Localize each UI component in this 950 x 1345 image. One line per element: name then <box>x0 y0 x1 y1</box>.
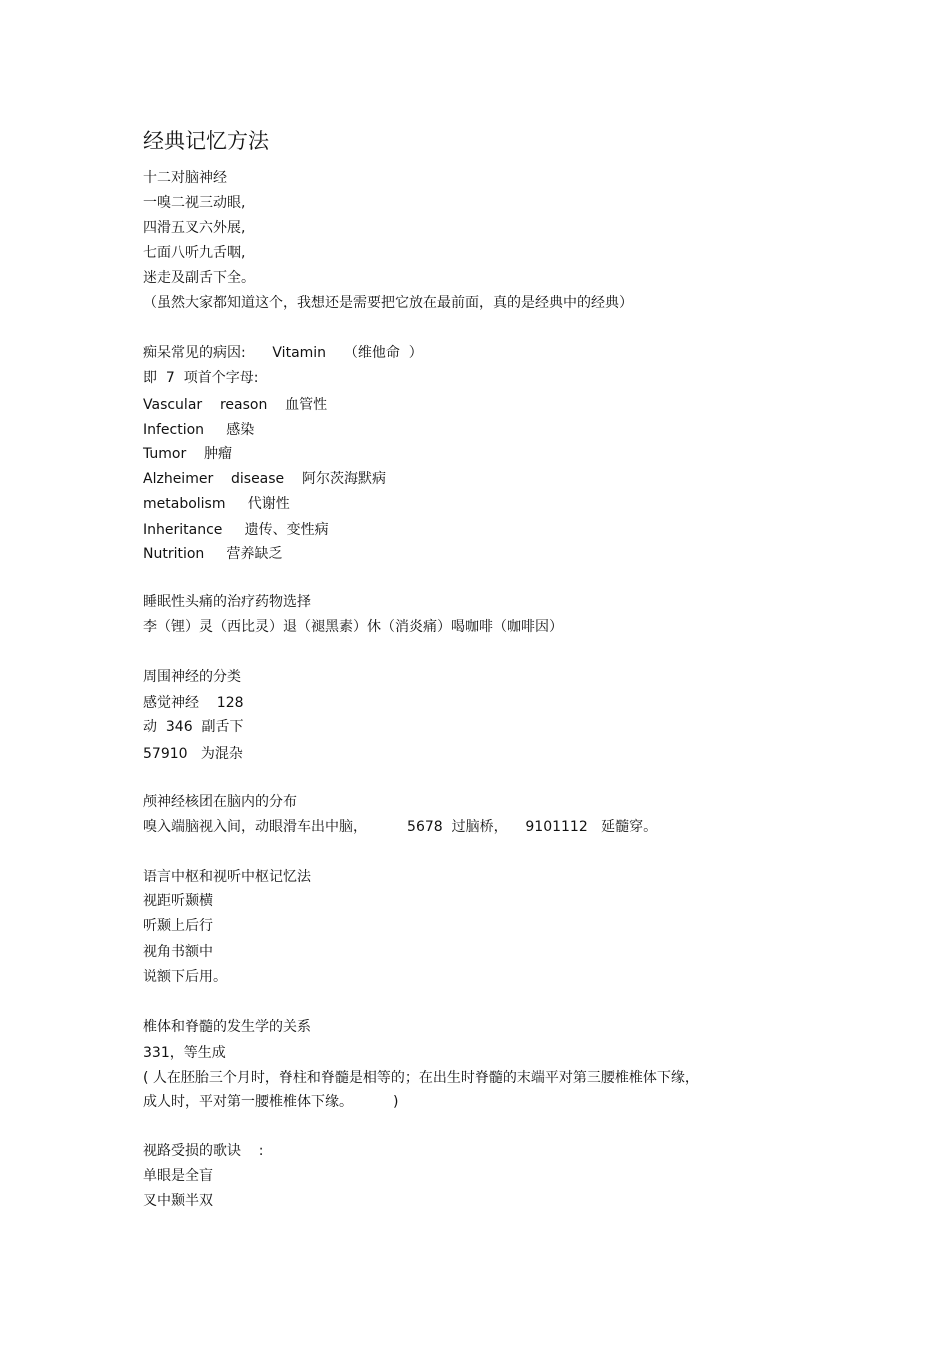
text-line: metabolism 代谢性 <box>143 496 290 512</box>
text-line: 动 346 副舌下 <box>143 719 244 735</box>
text-line: 李（锂）灵（西比灵）退（褪黑素）休（消炎痛）喝咖啡（咖啡因） <box>143 619 563 635</box>
text-line: 椎体和脊髓的发生学的关系 <box>143 1019 311 1035</box>
text-line: 痴呆常见的病因: Vitamin （维他命 ） <box>143 345 423 361</box>
text-line: 即 7 项首个字母: <box>143 370 259 386</box>
text-line: 嗅入端脑视入间，动眼滑车出中脑， 5678 过脑桥， 9101112 延髓穿。 <box>143 819 658 835</box>
text-line: 十二对脑神经 <box>143 170 227 186</box>
text-line: 一嗅二视三动眼, <box>143 195 246 211</box>
text-line: 视角书额中 <box>143 944 213 960</box>
text-line: 视距听颞横 <box>143 893 213 909</box>
text-line: 睡眠性头痛的治疗药物选择 <box>143 594 311 610</box>
text-line: （虽然大家都知道这个，我想还是需要把它放在最前面，真的是经典中的经典） <box>143 295 633 311</box>
text-line: Inheritance 遗传、变性病 <box>143 522 329 538</box>
text-line: 颅神经核团在脑内的分布 <box>143 794 297 810</box>
text-line: Tumor 肿瘤 <box>143 446 233 462</box>
text-line: 单眼是全盲 <box>143 1168 213 1184</box>
text-line: ( 人在胚胎三个月时，脊柱和脊髓是相等的；在出生时脊髓的末端平对第三腰椎椎体下缘， <box>143 1070 699 1086</box>
text-line: 57910 为混杂 <box>143 746 243 762</box>
text-line: 四滑五叉六外展, <box>143 220 246 236</box>
text-line: 语言中枢和视听中枢记忆法 <box>143 869 311 885</box>
text-line: 331，等生成 <box>143 1045 226 1061</box>
text-line: Infection 感染 <box>143 422 255 438</box>
text-line: 七面八听九舌咽, <box>143 245 246 261</box>
text-line: 听颞上后行 <box>143 918 213 934</box>
text-line: 成人时，平对第一腰椎椎体下缘。 ) <box>143 1094 399 1110</box>
text-line: Alzheimer disease 阿尔茨海默病 <box>143 471 386 487</box>
text-line: 迷走及副舌下全。 <box>143 270 255 286</box>
text-line: 叉中颞半双 <box>143 1193 213 1209</box>
text-line: 周围神经的分类 <box>143 669 241 685</box>
document-title: 经典记忆方法 <box>143 129 269 153</box>
text-line: Vascular reason 血管性 <box>143 397 328 413</box>
text-line: 感觉神经 128 <box>143 695 244 711</box>
text-line: 视路受损的歌诀 : <box>143 1143 264 1159</box>
text-line: 说额下后用。 <box>143 969 227 985</box>
text-line: Nutrition 营养缺乏 <box>143 546 283 562</box>
